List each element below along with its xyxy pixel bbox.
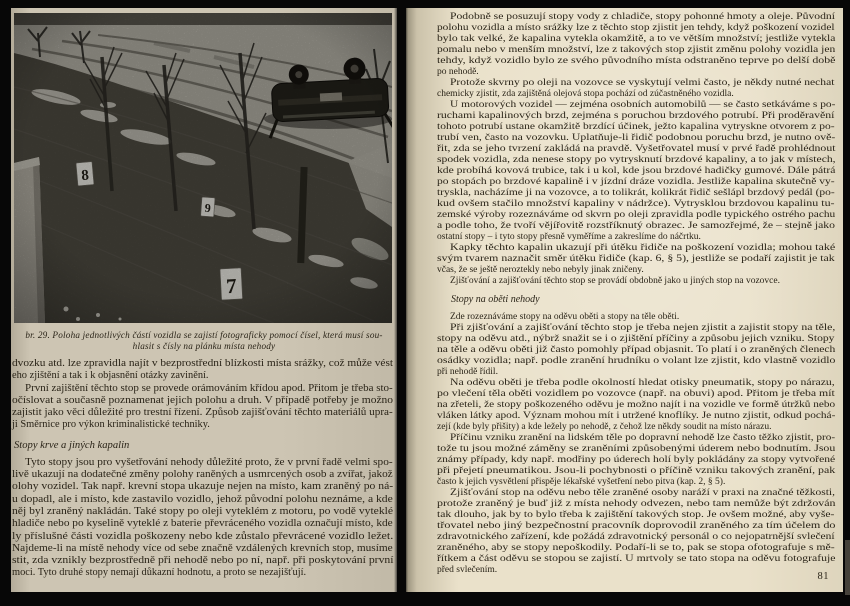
text-line: zraněného, aby se stopy nepoškodily. Podaří-li se to, pak se stopa ofotografuje s mě- (437, 543, 835, 553)
text-line: před svlečením. (437, 565, 498, 575)
text-line: na zřeteli, že stopy poškozeného oděvu je možno najít i na vozidle ve formě útržků nebo (437, 400, 836, 410)
paragraph (437, 276, 835, 287)
text-line: osádky vozidla; např. podle zranění hrudníku o volant lze zjistit, kdo vlastně vozidlo (437, 356, 836, 366)
text-line: spodek vozidla, zda nenese stopy po vytrysknutí brzdové kapaliny, a to jak v místech, (437, 155, 836, 165)
page-gutter (394, 0, 408, 606)
text-line: bylo tak velké, že kapalina vytekla okamžitě, a to ve větším množství; jestliže vytekla (437, 34, 836, 44)
text-line: zdravotnického zařízení, kde požádá zdravotnický personál o co nejopatrnější svlečení (437, 532, 835, 542)
text-line: zajistit jako věci důležité pro trestní řízení. Způsob zajišťování těchto materiálů upra- (12, 407, 393, 419)
next-page-edge (845, 540, 850, 595)
paragraph (437, 488, 835, 576)
text-line: stopy na oděvu atd., nýbrž snažit se i o zjištění příčiny a způsobu jejich vzniku. Stopy (437, 334, 835, 344)
text-line: ji Směrnice pro výkon kriminalistické techniky. (12, 419, 210, 431)
section-heading-left: Stopy krve a jiných kapalin (14, 439, 130, 451)
text-line: chemicky zjistit, zda zajištěná olejová stopa pochází od zúčastněného vozidla. (437, 89, 734, 99)
photo-figure (14, 13, 392, 323)
right-paragraphs-bottom (437, 312, 835, 576)
text-line: kde probíhá kovová trubice, tak i u kol, kde jsou brzdové hadičky gumové. Dále pátrá (437, 166, 836, 176)
text-line: polohu vozidla a místo srážky lze z těchto stop zjistit jen tehdy, když poškození vozidel (437, 23, 835, 33)
text-line: dvozku atd. lze zpravidla najít v bezprostřední blízkosti místa srážky, což může vést (12, 358, 394, 369)
text-line: hladiče nebo po kyselině vyteklé z baterie převráceného vozidla označují místo, kde (12, 518, 393, 530)
text-line: pomalu nebo v menším množství, lze z takových stop zjistit změnu polohy vozidla jen (437, 45, 836, 55)
paragraph (12, 383, 393, 432)
accident-scene-photo (14, 13, 392, 323)
text-line: na těle a oděvu oběti již často pomohly případ objasnit. To platí i o zraněných členech (437, 345, 836, 355)
paragraph (437, 100, 835, 243)
text-line: a podle toho, že tvoří vějířovitě rozstříknutý obrazec. Je samozřejmé, že – stejně jako (437, 221, 835, 231)
paragraph (437, 323, 835, 378)
text-line: tohoto potrubí ustane okamžitě brzdící účinek, ježto kapalina vytryskne otvorem z po- (437, 122, 835, 132)
text-line: včas, že se ještě neroztekly nebo nebyly jinak zničeny. (437, 265, 644, 275)
text-line: trubí ven, často na vozovku. Uplatňuje-li řidič podobnou poruchu brzd, je nutno ově- (437, 133, 836, 143)
left-page-text (12, 358, 393, 580)
text-line: kud ovšem stačilo množství kapaliny v nádržce). Vytrysklou brzdovou kapalinu tu- (437, 199, 835, 209)
right-paragraphs-top (437, 12, 835, 287)
text-line: po nehodě. (437, 67, 479, 77)
text-line: tehdy, když vozidlo bylo ze svého původního místa odstraněno teprve po delší době (437, 56, 836, 66)
text-line: tak dlouho, jak by to bylo třeba k zajištění takových stop. Je ovšem možné, aby vyše- (437, 510, 835, 520)
text-line: Při zjišťování a zajišťování těchto stop je třeba nejen zjistit a zajistit stopy na těle, (450, 323, 836, 333)
paragraph (437, 243, 835, 276)
text-line: známy případy, kdy např. modřiny po úderech holí byly pokládány za stopy vytvořené (437, 455, 836, 465)
text-line: U motorových vozidel — zejména osobních automobilů — se často setkáváme s po- (450, 100, 836, 110)
text-line: Zjišťování stop na oděvu nebo těle zraněné osoby naráží v praxi na značné těžkosti, (450, 488, 835, 498)
text-line: po stopách po brzdové kapalině i v jízdní dráze vozidla. Jestliže kapalina skutečně vy- (437, 177, 835, 187)
paragraph (437, 12, 835, 78)
text-line: olohy vozidel. Tak např. krevní stopa ukazuje nejen na místo, kam zraněný po ná- (12, 481, 394, 493)
text-line: Na oděvu oběti je třeba podle okolností hledat otisky pneumatik, stopy po nárazu, (450, 378, 835, 388)
figure-caption (11, 330, 397, 352)
text-line: často k jejich vysvětlení přispěje lékařské vyšetření nebo pitva (kap. 2, § 5). (437, 477, 726, 487)
photo-vignette (14, 13, 392, 323)
text-line: vláken látky apod. Význam mohou mít i utržené knoflíky. Je nutno zjistit, odkud pochá- (437, 411, 836, 421)
text-line: něj byl zraněný nakládán. Také stopy po oleji vyteklém z motoru, po vodě vyteklé (12, 505, 394, 517)
paragraph (437, 378, 835, 433)
text-line: stit, zda vznikly bezprostředně při nehodě nebo po ní, např. při poskytování první (12, 555, 394, 567)
page-number: 81 (817, 571, 829, 582)
text-line: zemské výroby rozeznáváme od skvrn po oleji zpravidla podle typického ostrého pachu (437, 210, 836, 220)
right-page (406, 8, 843, 592)
section-heading-right: Stopy na oběti nehody (451, 294, 540, 305)
left-page (11, 8, 397, 592)
text-line: livě ukazují na dodatečné změny polohy raněných a usmrcených osob a zvířat, jakož (12, 469, 393, 481)
right-page-text (437, 12, 835, 576)
text-line: řit, zda se jeho tvrzení zakládá na pravdě. Vyšetřovatel musí v prvé řadě prohlédnout (437, 144, 836, 154)
text-line: ruchami kapalinových brzd, zejména s poruchou brzdového potrubí. Při proděravění (437, 111, 835, 121)
paragraph (437, 433, 835, 488)
text-line: tože tu jsou možné záměny se zraněními způsobenými úderem nebo bodnutím. Jsou (437, 444, 836, 454)
text-line: Protože skvrny po oleji na vozovce se vyskytují velmi často, je někdy nutné nechat (450, 78, 835, 88)
text-line: řítkem a část oděvu se stopou se zajistí. U mrtvoly se tato stopa na oděvu fotografuje (437, 554, 836, 564)
paragraph (12, 457, 393, 580)
text-line: ostatní stopy – i tyto stopy přesně vyměříme a zakreslíme do náčrtku. (437, 232, 701, 242)
text-line: První zajištění těchto stop se provede orámováním křídou apod. Přitom je třeba sto- (25, 382, 393, 394)
paragraph (437, 78, 835, 100)
text-line: svým tvarem naznačit směr útěku řidiče (kap. 6, § 5), jestliže se podaří zajistit je tak (437, 254, 835, 264)
text-line: při přejetí pneumatikou. Jsou-li pochybnosti o příčině vzniku takových zranění, pak (437, 466, 836, 476)
text-line: eho zjištění a tak i k objasnění otázky zavinění. (12, 370, 209, 382)
figure-caption-line-1: br. 29. Poloha jednotlivých částí vozidla se zajistí fotograficky pomocí čísel, která musí sou- (25, 330, 383, 340)
text-line: protože zraněný je buď již z místa nehody odvezen, nebo tam nemůže být zdržován (437, 499, 836, 509)
text-line: Najdeme-li na místě nehody více od sebe značně vzdálených krevních stop, musíme (12, 542, 393, 554)
text-line: Příčinu vzniku zranění na lidském těle po dopravní nehodě lze často těžko zjistit, pro- (450, 433, 836, 443)
left-paragraphs-bottom (12, 457, 393, 580)
text-line: očíslovat a současně poznamenat jejich polohu a druh. V případě potřeby je možno (12, 394, 394, 406)
text-line: třovatel nebo jiný bezpečnostní pracovník doprovodil zraněného za tím účelem do (437, 521, 836, 531)
text-line: Kapky těchto kapalin ukazují při útěku řidiče na poškození vozidla; mohou také (450, 243, 836, 253)
paragraph (12, 358, 393, 383)
text-line: Zde rozeznáváme stopy na oděvu oběti a stopy na těle oběti. (450, 312, 680, 322)
text-line: ly příslušné části vozidla poškozeny nebo kde zůstalo převrácené vozidlo ležet. (12, 530, 394, 542)
text-line: Zjišťování a zajišťování těchto stop se provádí obdobně jako u jiných stop na vozovce. (450, 276, 780, 286)
text-line: u dopadl, ale i místo, kde zastavilo vozidlo, jehož původní polohu neznáme, a kde (12, 493, 393, 505)
left-paragraphs-top (12, 358, 393, 432)
text-line: po vlečení těla oběti vozidlem po vozovce (např. na obuvi) apod. Přitom je třeba mít (437, 389, 835, 399)
text-line: Tyto stopy jsou pro vyšetřování nehody důležité proto, že v první řadě velmi spo- (25, 456, 393, 468)
paragraph (437, 312, 835, 323)
text-line: Podobně se posuzují stopy vody z chladiče, stopy pohonné hmoty a oleje. Původní (450, 12, 835, 22)
figure-caption-line-2: hlasit s čísly na plánku místa nehody (132, 341, 276, 352)
text-line: moci. Tyto druhé stopy nemají důkazní hodnotu, a proto se nezajišťují. (12, 567, 307, 579)
text-line: zejí (kde byly přišity) a kde ležely po nehodě, z čehož lze někdy soudit na místo nárazu. (437, 422, 772, 432)
text-line: při nehodě řídil. (437, 367, 498, 377)
text-line: tryskla, nacházíme ji na vozovce, a to tolikrát, kolikrát řidič sešlápl brzdový pedál (po- (437, 188, 835, 198)
